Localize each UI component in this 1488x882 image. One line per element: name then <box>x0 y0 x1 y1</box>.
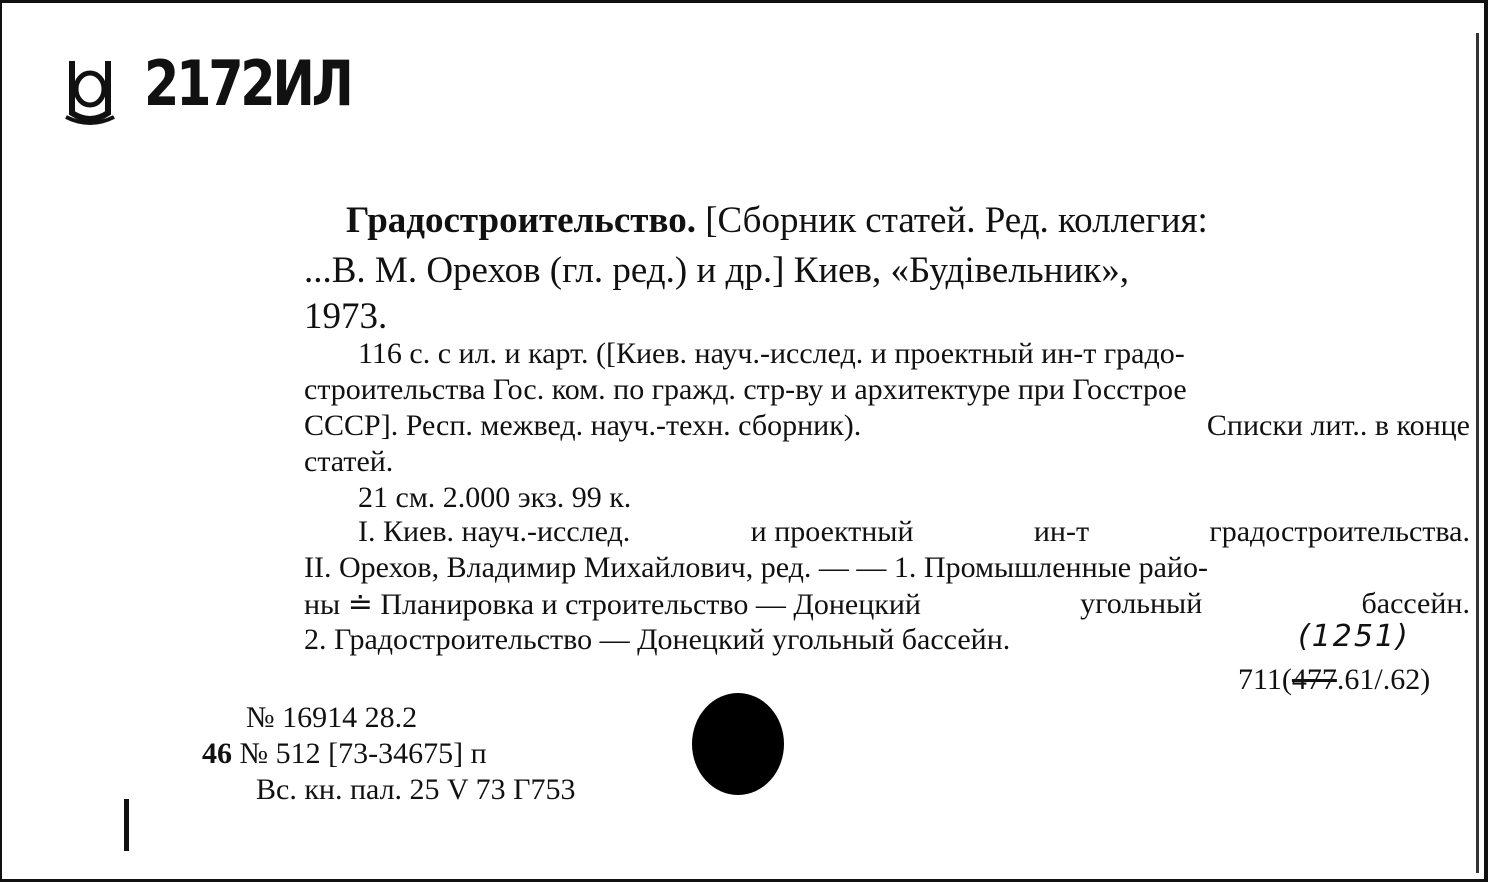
desc-line-3-b: Списки лит.. в конце <box>1206 409 1470 442</box>
footer-line-2-text: № 512 [73-34675] п <box>239 737 487 770</box>
footer-line-2-prefix: 46 <box>202 737 232 770</box>
subject-line-1 <box>358 515 1470 549</box>
subject-line-1-b: и проектный <box>750 515 914 548</box>
title-line-2: ...В. М. Орехов (гл. ред.) и др.] Киев, «Будівельник», <box>304 250 1129 291</box>
work-title: Градостроительство. <box>346 200 696 241</box>
classification-rest: .61/.62) <box>1336 663 1431 696</box>
subject-line-2: II. Орехов, Владимир Михайлович, ред. — — 1. Промышленные райо- <box>304 551 1208 584</box>
subject-line-3 <box>304 587 1470 622</box>
title-line-1-rest: [Сборник статей. Ред. коллегия: <box>695 200 1208 241</box>
desc-line-3 <box>304 409 1470 443</box>
call-number: 2172ИЛ <box>144 47 351 120</box>
format-line: 21 см. 2.000 экз. 99 к. <box>358 481 632 514</box>
handwritten-note: (1251) <box>1298 619 1410 654</box>
punch-hole <box>692 693 784 795</box>
desc-line-4: статей. <box>304 445 394 478</box>
title-line-3: 1973. <box>304 296 388 337</box>
subject-line-1-d: градостроительства. <box>1209 515 1470 548</box>
subject-line-3-b: угольный <box>1080 587 1203 620</box>
classification-number <box>1238 663 1430 697</box>
desc-line-1: 116 с. с ил. и карт. ([Киев. науч.-исслед. и проектный ин-т градо- <box>358 337 1185 370</box>
subject-line-1-a: I. Киев. науч.-исслед. <box>358 515 631 548</box>
classification-prefix: 711( <box>1238 663 1292 696</box>
edge-mark <box>1476 33 1479 873</box>
classification-struck: 477 <box>1291 663 1337 696</box>
subject-line-3-c: бассейн. <box>1361 587 1470 620</box>
footer-line-2 <box>202 737 487 771</box>
margin-mark <box>124 799 129 851</box>
desc-line-2: строительства Гос. ком. по гражд. стр-ву и архитектуре при Госстрое <box>304 373 1187 406</box>
library-stamp-icon <box>62 47 118 127</box>
subject-line-4: 2. Градостроительство — Донецкий угольный бассейн. <box>304 623 1011 656</box>
subject-line-3-a: ны ≐ Планировка и строительство — Донецкий <box>304 588 921 621</box>
subject-line-1-c: ин-т <box>1033 515 1090 548</box>
desc-line-3-a: СССР]. Респ. межвед. науч.-техн. сборник). <box>304 409 862 442</box>
footer-line-1: № 16914 28.2 <box>246 701 418 734</box>
footer-line-3: Вс. кн. пал. 25 V 73 Г753 <box>256 773 576 806</box>
title-line-1 <box>346 199 1208 242</box>
